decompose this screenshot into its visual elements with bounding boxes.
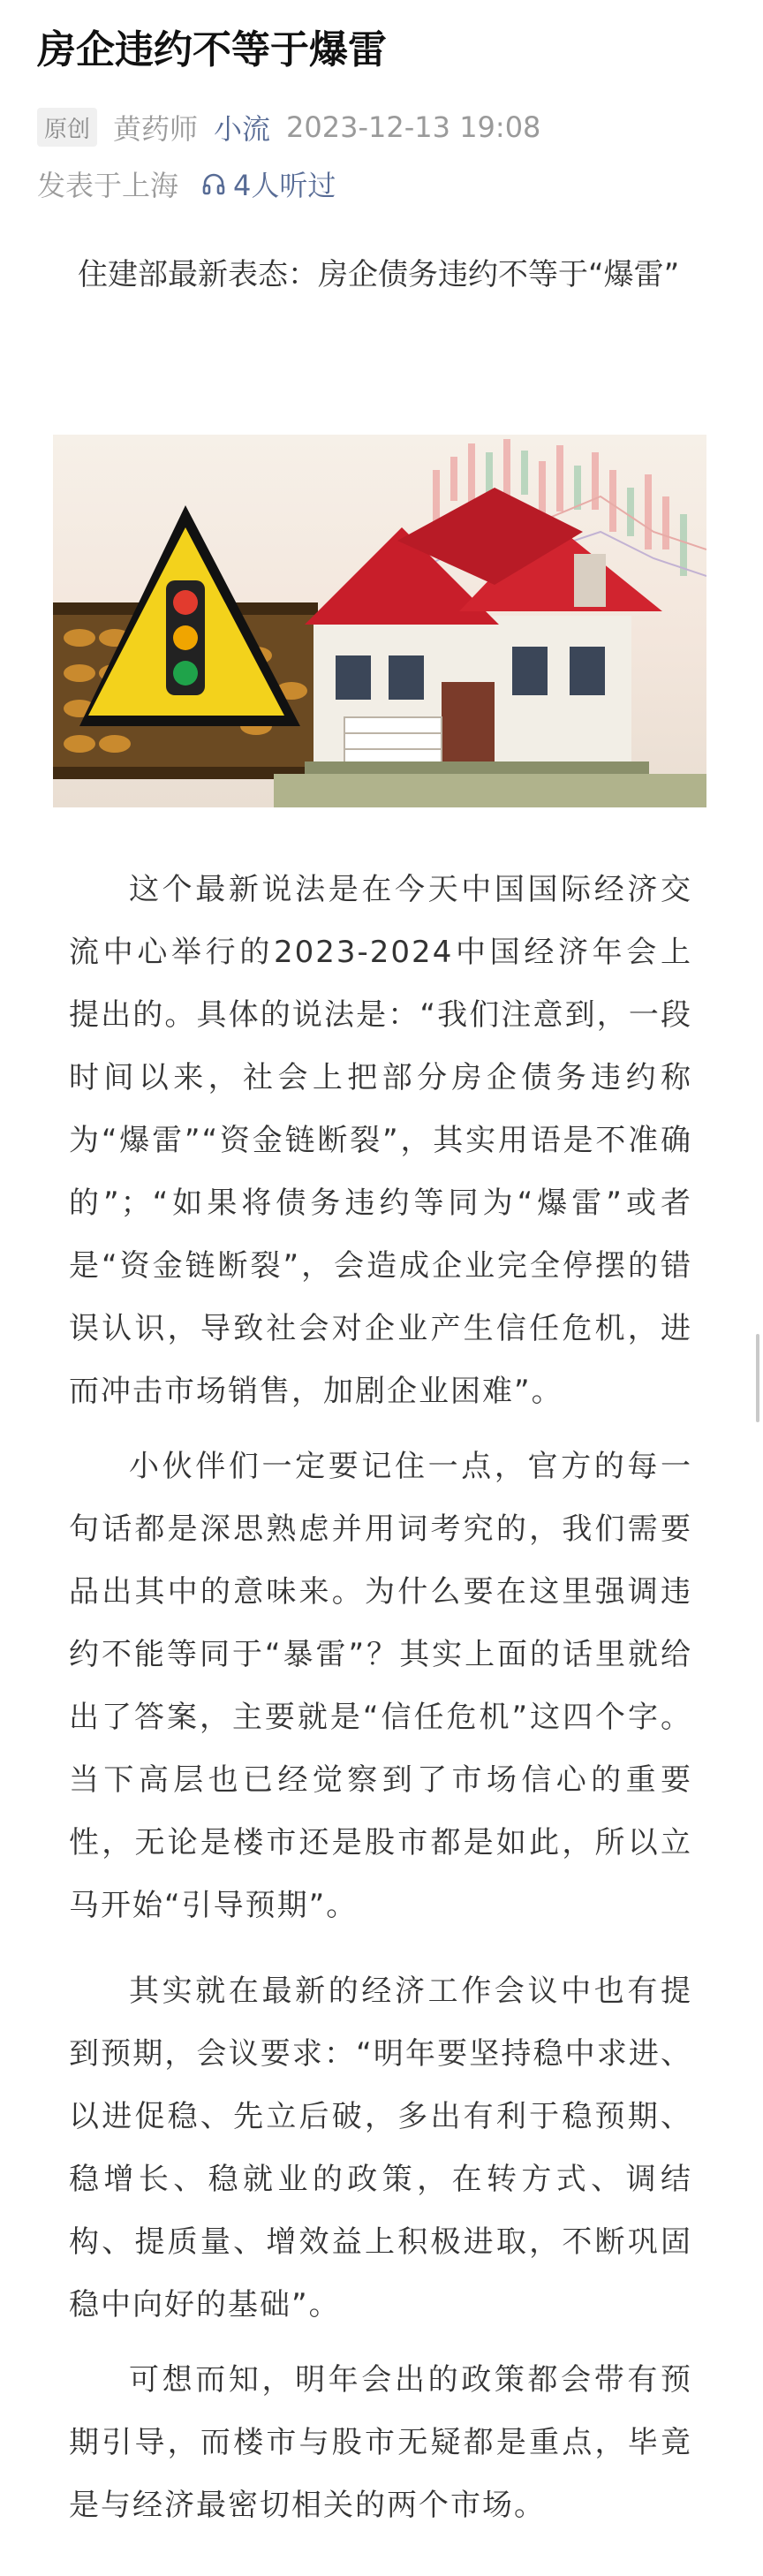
article-body	[69, 859, 692, 2549]
listen-count-label: 4人听过	[233, 169, 336, 202]
author-name: 黄药师	[113, 112, 199, 146]
account-link[interactable]: 小流	[214, 112, 271, 146]
hero-image	[53, 435, 706, 807]
article-meta-secondary	[37, 163, 336, 205]
listen-count[interactable]	[201, 163, 336, 204]
publish-time: 2023-12-13 19:08	[286, 110, 541, 144]
paragraph-2: 小伙伴们一定要记住一点，官方的每一句话都是深思熟虑并用词考究的，我们需要品出其中的意味来。为什么要在这里强调违约不能等同于“暴雷”？其实上面的话里就给出了答案，主要就是“信任危机”这四个字。当下高层也已经觉察到了市场信心的重要性，无论是楼市还是股市都是如此，所以立马开始“引导预期”。	[69, 1449, 692, 1923]
article-meta	[37, 106, 540, 148]
scrollbar-thumb[interactable]	[756, 1334, 759, 1422]
publish-location: 发表于上海	[37, 169, 179, 202]
headphones-icon	[201, 171, 226, 196]
paragraph-3: 其实就在最新的经济工作会议中也有提到预期，会议要求：“明年要坚持稳中求进、以进促稳、先立后破，多出有利于稳预期、稳增长、稳就业的政策，在转方式、调结构、提质量、增效益上积极进取，不断巩固稳中向好的基础”。	[69, 1974, 692, 2322]
paragraph-1: 这个最新说法是在今天中国国际经济交流中心举行的2023-2024中国经济年会上提出的。具体的说法是：“我们注意到，一段时间以来，社会上把部分房企债务违约称为“爆雷”“资金链断裂”，其实用语是不准确的”；“如果将债务违约等同为“爆雷”或者是“资金链断裂”，会造成企业完全停摆的错误认识，导致社会对企业产生信任危机，进而冲击市场销售，加剧企业困难”。	[69, 872, 692, 1409]
paragraph-4: 可想而知，明年会出的政策都会带有预期引导，而楼市与股市无疑都是重点，毕竟是与经济最密切相关的两个市场。	[69, 2362, 692, 2523]
article-title: 房企违约不等于爆雷	[37, 27, 387, 72]
original-badge: 原创	[37, 108, 97, 147]
lead-quote: 住建部最新表态：房企债务违约不等于“爆雷”	[78, 257, 680, 292]
